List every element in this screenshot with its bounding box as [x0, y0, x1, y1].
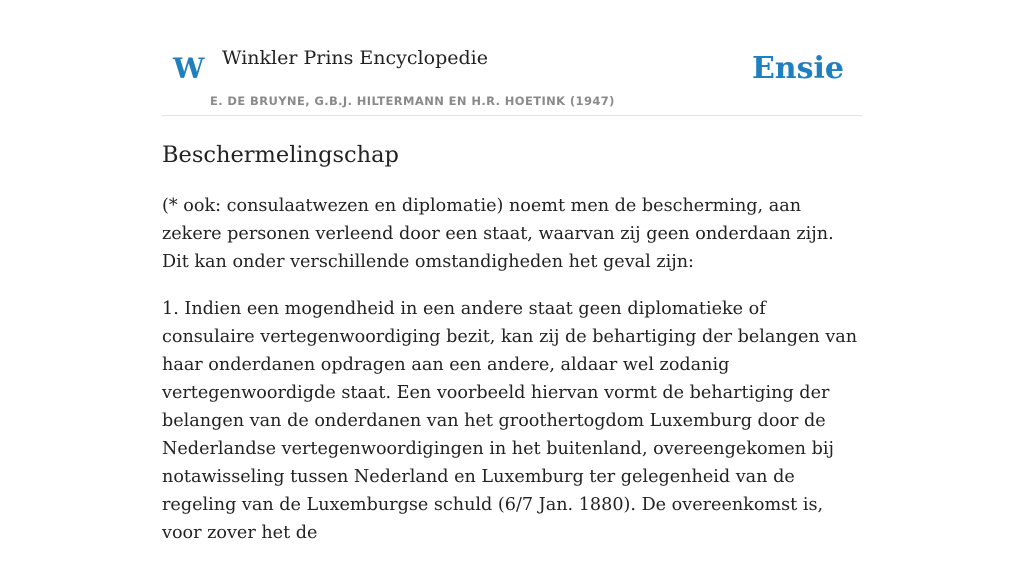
- publication-title[interactable]: Winkler Prins Encyclopedie: [222, 47, 488, 69]
- page: [162, 0, 862, 543]
- entry-title: Beschermelingschap: [162, 142, 399, 168]
- entry-paragraph: (* ook: consulaatwezen en diplomatie) noemt men de bescherming, aan zekere personen verleend door een staat, waarvan zij geen onderdaan zijn. Dit kan onder verschillende omstandigheden het geval zijn:: [162, 196, 834, 272]
- entry-paragraph: 1. Indien een mogendheid in een andere staat geen diplomatieke of consulaire vertegenwoordiging bezit, kan zij de behartiging der belangen van haar onderdanen opdragen aan een andere, aldaar wel zodanig vertegenwoordigde staat. Een voorbeeld hiervan vormt de behartiging der belangen van de onderdanen van het groothertogdom Luxemburg door de Nederlandse vertegenwoordigingen in het buitenland, overeengekomen bij notawisseling tussen Nederland en Luxemburg ter gelegenheid van de regeling van de Luxemburgse schuld (6/7 Jan. 1880). De overeenkomst is, voor zover het de: [162, 299, 858, 543]
- ensie-logo[interactable]: Ensie: [751, 51, 844, 86]
- publication-logo[interactable]: W: [173, 52, 205, 85]
- entry-body: [162, 192, 862, 566]
- publication-authors: E. DE BRUYNE, G.B.J. HILTERMANN EN H.R. HOETINK (1947): [210, 94, 615, 108]
- site-header: [162, 0, 862, 116]
